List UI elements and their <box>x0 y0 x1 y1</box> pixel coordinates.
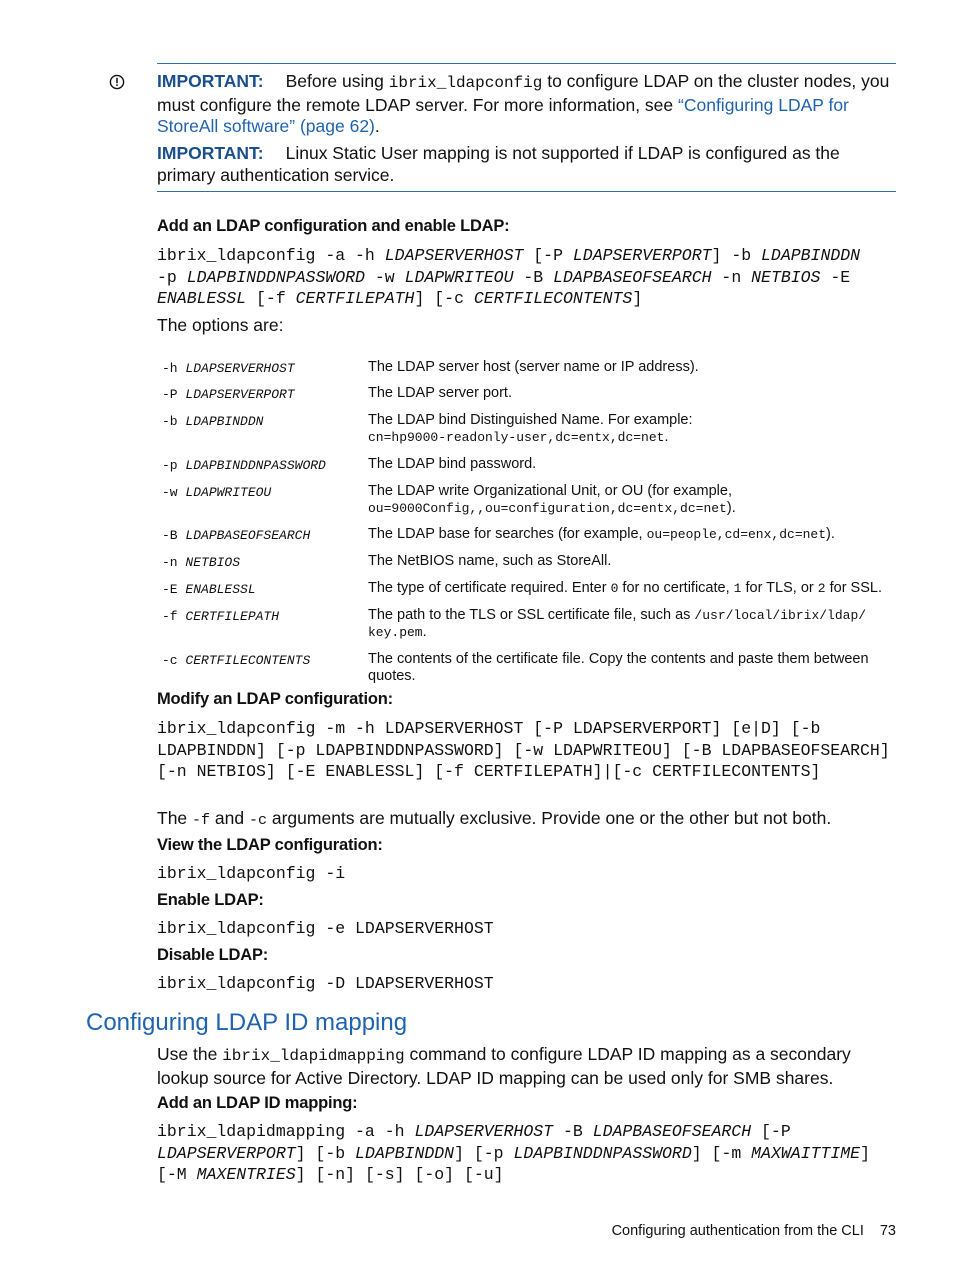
modify-ldap-command: ibrix_ldapconfig -m -h LDAPSERVERHOST [-P LDAPSERVERPORT] [e|D] [-b LDAPBINDDN] [-p LDAPBINDDNPASSWORD] [-w LDAPWRITEOU] [-B LDAPBASEOFSEARCH] [-n NETBIOS] [-E ENABLESSL] [-f CERTFILEPATH]|[-c CERTFILECONTENTS] <box>157 719 900 781</box>
view-ldap-heading: View the LDAP configuration: <box>157 836 383 854</box>
view-ldap-command: ibrix_ldapconfig -i <box>157 864 346 883</box>
section-title: Configuring LDAP ID mapping <box>86 1009 408 1036</box>
add-ldap-heading: Add an LDAP configuration and enable LDAP: <box>157 217 510 235</box>
idmap-intro: Use the ibrix_ldapidmapping command to configure LDAP ID mapping as a secondary lookup source for Active Directory. LDAP ID mapping can be used only for SMB shares. <box>157 1044 851 1088</box>
top-rule <box>157 63 896 64</box>
disable-ldap-command: ibrix_ldapconfig -D LDAPSERVERHOST <box>157 974 494 993</box>
important-label: IMPORTANT: <box>157 143 264 163</box>
options-intro: The options are: <box>157 315 284 335</box>
cross-reference-link[interactable]: “Configuring LDAP for StoreAll software” (page 62) <box>157 94 849 136</box>
disable-ldap-heading: Disable LDAP: <box>157 946 269 964</box>
mutually-exclusive-note: The -f and -c arguments are mutually exclusive. Provide one or the other but not both. <box>157 808 832 829</box>
important-label: IMPORTANT: <box>157 71 264 91</box>
enable-ldap-command: ibrix_ldapconfig -e LDAPSERVERHOST <box>157 919 494 938</box>
add-idmap-heading: Add an LDAP ID mapping: <box>157 1094 358 1112</box>
important-icon <box>109 74 125 90</box>
important-note-1: IMPORTANT: Before using ibrix_ldapconfig to configure LDAP on the cluster nodes, you must configure the remote LDAP server. For more information, see “Configuring LDAP for StoreAll software” (page 62). <box>157 71 890 136</box>
page-number: 73 <box>879 1223 896 1239</box>
inline-command: ibrix_ldapconfig <box>388 74 543 92</box>
bottom-rule <box>157 191 896 192</box>
enable-ldap-heading: Enable LDAP: <box>157 891 264 909</box>
footer-text: Configuring authentication from the CLI <box>611 1223 864 1239</box>
modify-ldap-heading: Modify an LDAP configuration: <box>157 690 393 708</box>
important-note-2: IMPORTANT: Linux Static User mapping is not supported if LDAP is configured as the primary authentication service. <box>157 143 840 185</box>
add-ldap-command: ibrix_ldapconfig -a -h LDAPSERVERHOST [-P LDAPSERVERPORT] -b LDAPBINDDN -p LDAPBINDDNPASSWORD -w LDAPWRITEOU -B LDAPBASEOFSEARCH -n NETBIOS -E ENABLESSL [-f CERTFILEPATH] [-c CERTFILECONTENTS] <box>157 246 861 308</box>
add-idmap-command: ibrix_ldapidmapping -a -h LDAPSERVERHOST -B LDAPBASEOFSEARCH [-P LDAPSERVERPORT] [-b LDAPBINDDN] [-p LDAPBINDDNPASSWORD] [-m MAXWAITTIME] [-M MAXENTRIES] [-n] [-s] [-o] [-u] <box>157 1122 870 1184</box>
page-footer <box>560 1223 896 1239</box>
